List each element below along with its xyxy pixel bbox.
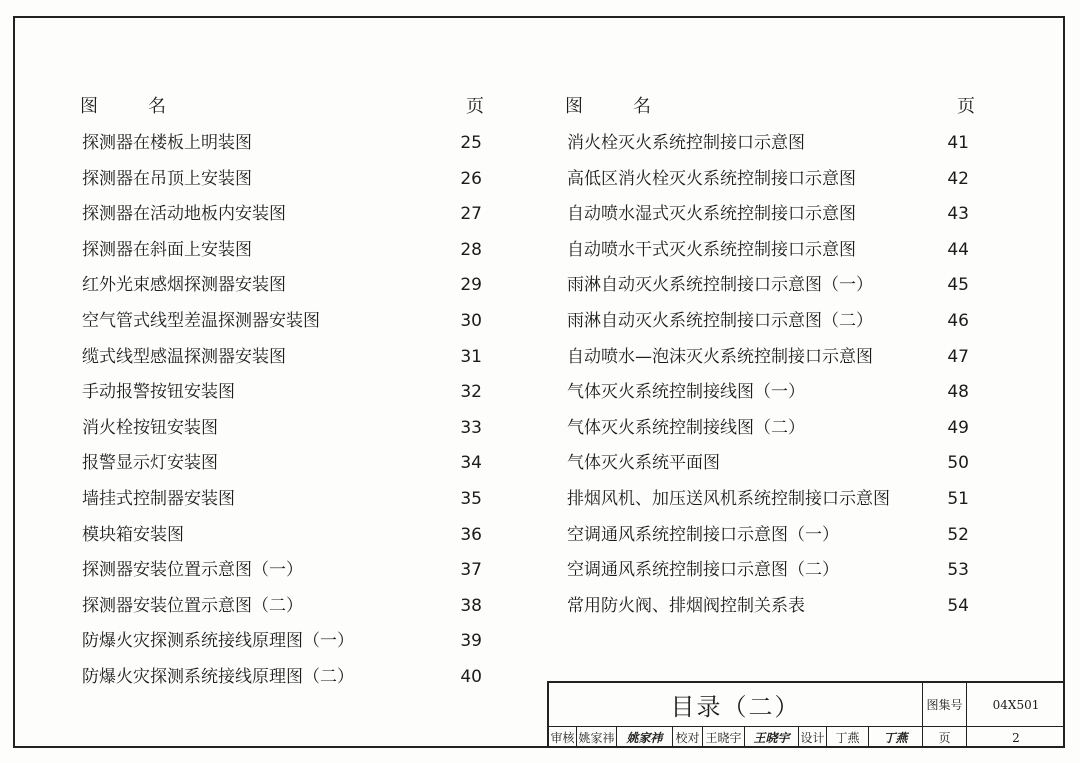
toc-entry	[565, 162, 975, 198]
entry-page: 54	[947, 595, 969, 616]
review-label: 审核	[549, 727, 577, 748]
entry-title: 探测器在楼板上明装图	[82, 133, 252, 153]
toc-entry	[565, 126, 975, 162]
header-page: 页	[466, 96, 484, 117]
entry-title: 红外光束感烟探测器安装图	[82, 275, 286, 296]
entry-page: 29	[460, 275, 482, 296]
entry-page: 41	[947, 133, 969, 153]
toc-entry	[565, 553, 975, 589]
entry-page: 32	[460, 382, 482, 403]
entry-title: 探测器在活动地板内安装图	[82, 204, 286, 225]
design-label: 设计	[799, 727, 827, 748]
entry-title: 雨淋自动灭火系统控制接口示意图（二）	[567, 310, 873, 331]
entry-title: 报警显示灯安装图	[82, 453, 218, 474]
entry-page: 40	[460, 666, 482, 687]
entry-title: 气体灭火系统平面图	[567, 453, 720, 474]
entry-title: 自动喷水干式灭火系统控制接口示意图	[567, 239, 856, 260]
entry-page: 27	[460, 204, 482, 225]
checker-name: 王晓宇	[703, 727, 745, 748]
entry-title: 高低区消火栓灭火系统控制接口示意图	[567, 168, 856, 189]
entry-title: 消火栓按钮安装图	[82, 417, 218, 438]
entry-title: 模块箱安装图	[82, 524, 184, 545]
toc-entry	[80, 162, 490, 198]
entry-page: 46	[947, 310, 969, 331]
toc-entry	[80, 197, 490, 233]
entry-title: 墙挂式控制器安装图	[82, 488, 235, 509]
column-header	[565, 90, 975, 126]
entry-title: 排烟风机、加压送风机系统控制接口示意图	[567, 488, 890, 509]
entry-page: 25	[460, 133, 482, 153]
toc-entry	[80, 375, 490, 411]
toc-entry	[80, 340, 490, 376]
header-name: 图名	[565, 96, 701, 117]
entry-title: 探测器安装位置示意图（一）	[82, 560, 303, 581]
column-header	[80, 90, 490, 126]
entry-page: 44	[947, 239, 969, 260]
toc-entry	[80, 660, 490, 696]
entry-title: 气体灭火系统控制接线图（二）	[567, 417, 805, 438]
page-label: 页	[923, 727, 967, 748]
entry-page: 49	[947, 417, 969, 438]
atlas-label: 图集号	[923, 683, 967, 727]
title-block	[547, 681, 1065, 748]
entry-title: 常用防火阀、排烟阀控制关系表	[567, 595, 805, 616]
toc-entry	[565, 482, 975, 518]
toc-entry	[80, 482, 490, 518]
header-page: 页	[957, 96, 975, 117]
contents-left-column	[80, 90, 490, 696]
atlas-number: 04X501	[967, 683, 1065, 727]
toc-entry	[80, 304, 490, 340]
entry-page: 30	[460, 310, 482, 331]
designer-name: 丁燕	[827, 727, 869, 748]
entry-title: 探测器在斜面上安装图	[82, 239, 252, 260]
entry-page: 45	[947, 275, 969, 296]
entry-page: 26	[460, 168, 482, 189]
entry-title: 自动喷水湿式灭火系统控制接口示意图	[567, 204, 856, 225]
toc-entry	[565, 411, 975, 447]
entry-page: 38	[460, 595, 482, 616]
check-label: 校对	[673, 727, 703, 748]
entry-title: 空调通风系统控制接口示意图（一）	[567, 524, 839, 545]
entry-page: 52	[947, 524, 969, 545]
entry-page: 50	[947, 453, 969, 474]
toc-entry	[80, 589, 490, 625]
toc-entry	[565, 375, 975, 411]
entry-title: 防爆火灾探测系统接线原理图（二）	[82, 666, 354, 687]
entry-title: 空气管式线型差温探测器安装图	[82, 310, 320, 331]
checker-signature: 王晓宇	[745, 727, 799, 748]
toc-entry	[565, 268, 975, 304]
toc-entry	[80, 126, 490, 162]
toc-entry	[80, 268, 490, 304]
entry-page: 28	[460, 239, 482, 260]
page-number: 2	[1012, 730, 1020, 745]
toc-entry	[80, 553, 490, 589]
reviewer-name: 姚家祎	[577, 727, 617, 748]
entry-page: 39	[460, 631, 482, 652]
entry-title: 探测器在吊顶上安装图	[82, 168, 252, 189]
entry-page: 36	[460, 524, 482, 545]
entry-title: 缆式线型感温探测器安装图	[82, 346, 286, 367]
entry-page: 35	[460, 488, 482, 509]
toc-entry	[565, 197, 975, 233]
contents-right-column	[565, 90, 975, 624]
toc-entry	[565, 589, 975, 625]
entry-title: 空调通风系统控制接口示意图（二）	[567, 560, 839, 581]
entry-title: 自动喷水—泡沫灭火系统控制接口示意图	[567, 346, 873, 367]
entry-title: 雨淋自动灭火系统控制接口示意图（一）	[567, 275, 873, 296]
entry-page: 37	[460, 560, 482, 581]
toc-entry	[80, 446, 490, 482]
entry-page: 42	[947, 168, 969, 189]
toc-entry	[565, 340, 975, 376]
header-name: 图名	[80, 96, 216, 117]
entry-page: 47	[947, 346, 969, 367]
entry-page: 31	[460, 346, 482, 367]
toc-entry	[80, 518, 490, 554]
entry-page: 51	[947, 488, 969, 509]
reviewer-signature: 姚家祎	[617, 727, 673, 748]
entry-page: 33	[460, 417, 482, 438]
toc-entry	[80, 233, 490, 269]
designer-signature: 丁燕	[869, 727, 923, 748]
entry-title: 气体灭火系统控制接线图（一）	[567, 382, 805, 403]
toc-entry	[80, 624, 490, 660]
entry-title: 防爆火灾探测系统接线原理图（一）	[82, 631, 354, 652]
entry-title: 探测器安装位置示意图（二）	[82, 595, 303, 616]
sheet-title: 目录（二）	[549, 683, 923, 727]
entry-title: 手动报警按钮安装图	[82, 382, 235, 403]
entry-page: 53	[947, 560, 969, 581]
entry-title: 消火栓灭火系统控制接口示意图	[567, 133, 805, 153]
entry-page: 34	[460, 453, 482, 474]
entry-page: 48	[947, 382, 969, 403]
toc-entry	[565, 446, 975, 482]
toc-entry	[80, 411, 490, 447]
entry-page: 43	[947, 204, 969, 225]
toc-entry	[565, 304, 975, 340]
toc-entry	[565, 233, 975, 269]
toc-entry	[565, 518, 975, 554]
